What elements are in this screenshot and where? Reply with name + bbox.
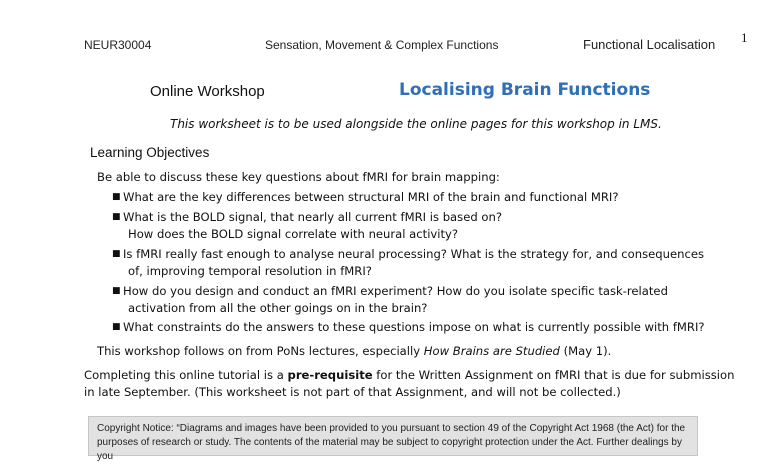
copyright-line-2: purposes of research or study. The contents of the material may be subject to copyright protection under the Act. Further dealings by you (97, 437, 682, 462)
objective-text: Is fMRI really fast enough to analyse neural processing? What is the strategy for, and consequences (123, 247, 705, 261)
completion-line-2: in late September. (This worksheet is not part of that Assignment, and will not be collected.) (84, 385, 621, 399)
prerequisite-emphasis: pre-requisite (287, 368, 373, 382)
workshop-label: Online Workshop (150, 83, 265, 100)
followup-date: (May 1). (559, 344, 612, 358)
followup-text: This workshop follows on from PoNs lectures, especially (97, 344, 424, 358)
completion-line-1 (84, 368, 734, 382)
completion-text: Completing this online tutorial is a (84, 368, 288, 382)
bullet-icon: ■ (112, 212, 121, 222)
bullet-icon: ■ (112, 249, 121, 259)
objective-text-continued: of, improving temporal resolution in fMRI? (128, 264, 372, 278)
bullet-icon: ■ (112, 286, 121, 296)
learning-objectives-heading: Learning Objectives (90, 145, 210, 160)
objective-text: What constraints do the answers to these questions impose on what is currently possible with fMRI? (123, 320, 705, 334)
objective-text: How do you design and conduct an fMRI experiment? How do you isolate specific task-related (123, 284, 668, 298)
page-title: Localising Brain Functions (399, 80, 651, 100)
lecture-title: How Brains are Studied (423, 344, 560, 358)
objectives-intro: Be able to discuss these key questions about fMRI for brain mapping: (97, 170, 500, 184)
bullet-icon: ■ (112, 192, 121, 202)
worksheet-note: This worksheet is to be used alongside the online pages for this workshop in LMS. (170, 117, 662, 131)
objective-text-continued: activation from all the other goings on in the brain? (128, 301, 428, 315)
page-number: 1 (741, 30, 748, 45)
copyright-line-1: Copyright Notice: “Diagrams and images have been provided to you pursuant to section 49 of the Copyright Act 1968 (the Act) for the (97, 423, 686, 434)
header-course-code: NEUR30004 (84, 38, 152, 52)
header-topic: Functional Localisation (583, 37, 716, 52)
workshop-followup (97, 344, 611, 358)
objective-text: What are the key differences between structural MRI of the brain and functional MRI? (123, 190, 619, 204)
copyright-notice (88, 416, 698, 462)
objective-text: What is the BOLD signal, that nearly all current fMRI is based on? (123, 210, 502, 224)
bullet-icon: ■ (112, 322, 121, 332)
completion-text-end: for the Written Assignment on fMRI that is due for submission (372, 368, 735, 382)
objective-text-continued: How does the BOLD signal correlate with neural activity? (128, 227, 459, 241)
header-course-name: Sensation, Movement & Complex Functions (265, 38, 499, 52)
